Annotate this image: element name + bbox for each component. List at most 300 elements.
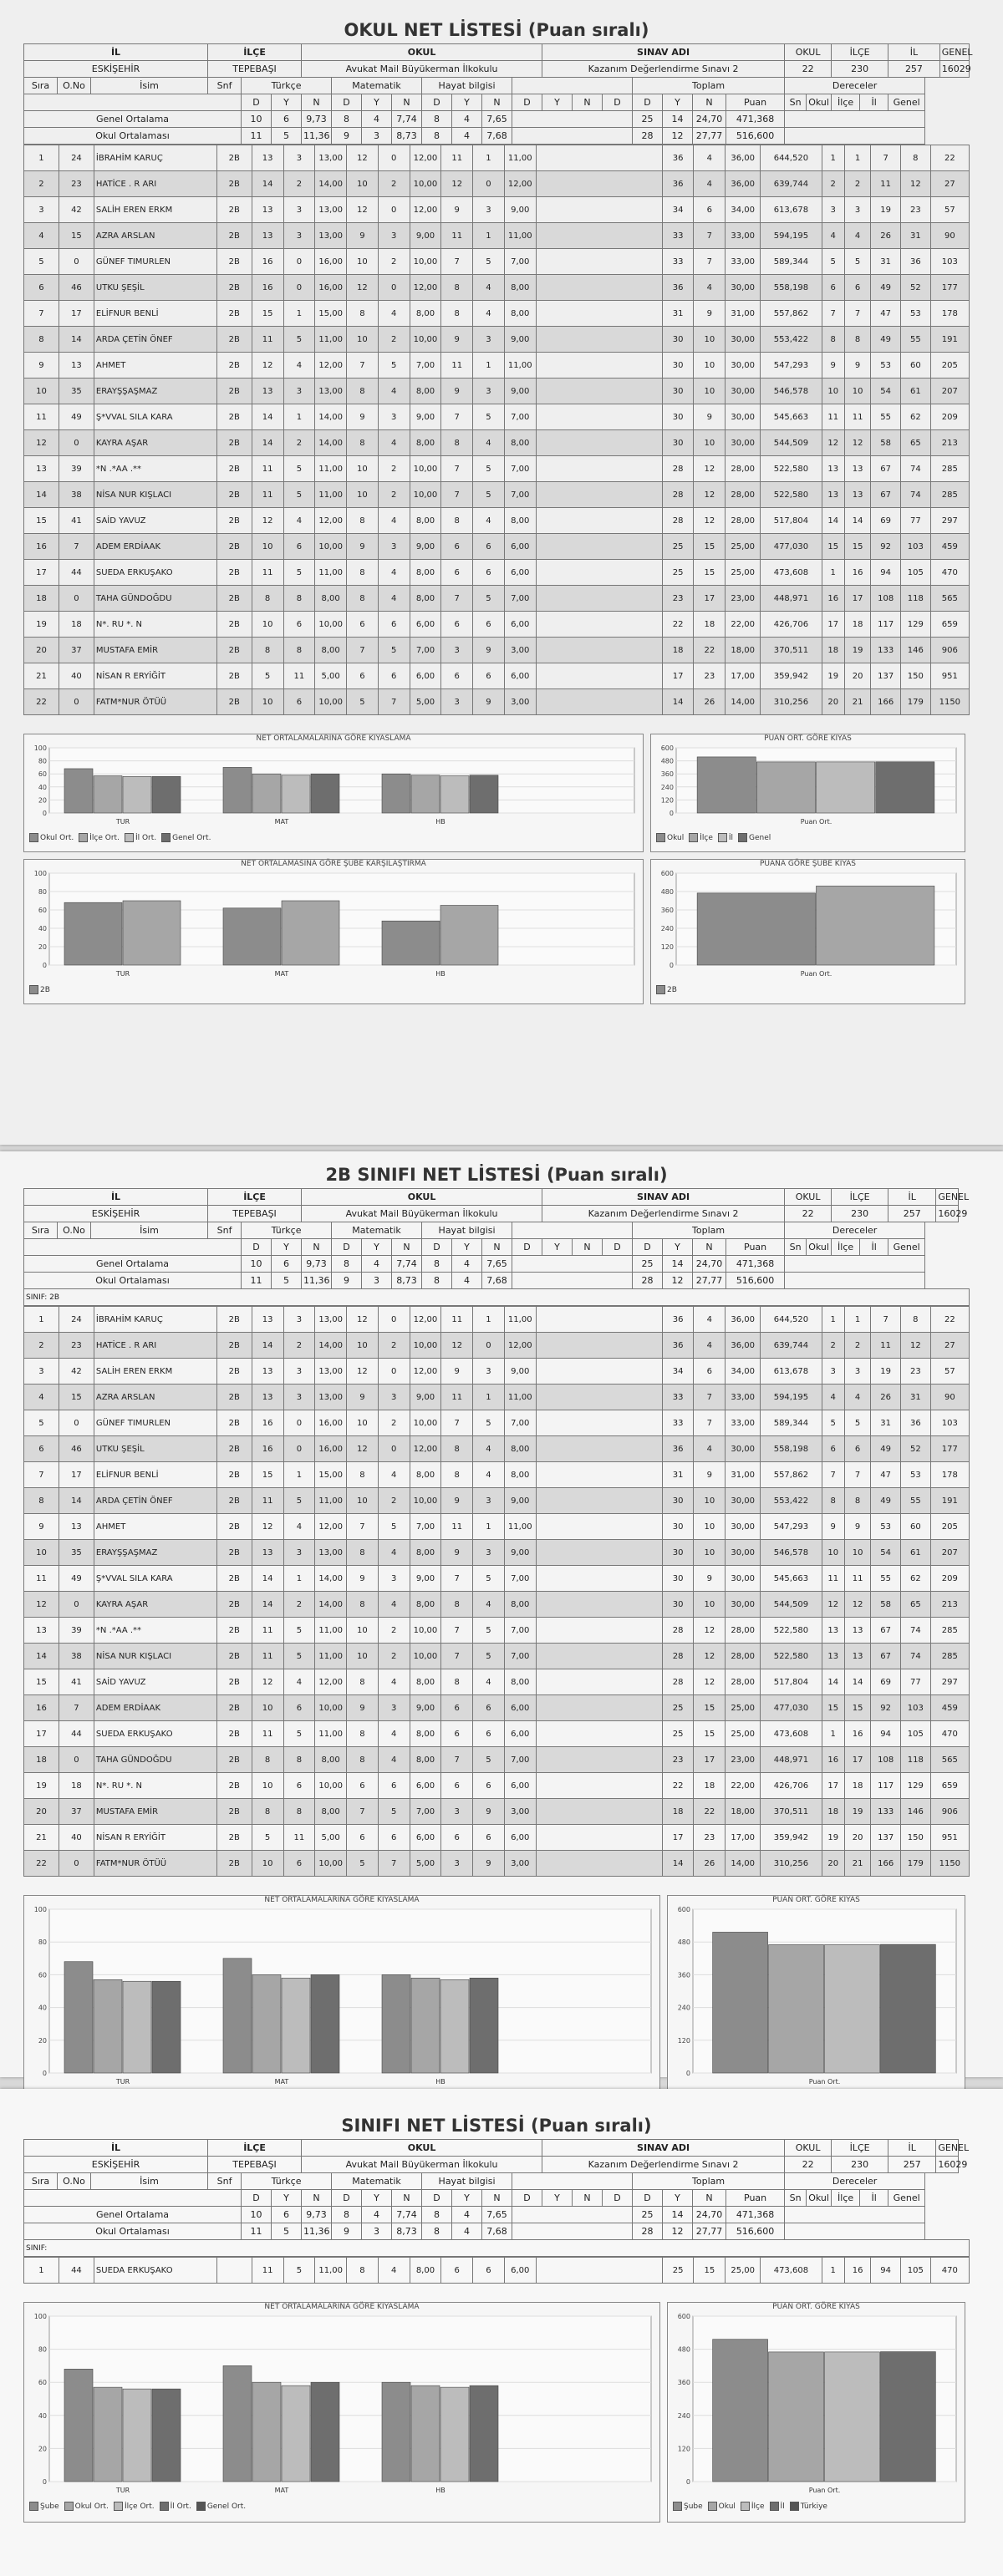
sinav-label: SINAV ADI bbox=[542, 2140, 785, 2157]
student-net: 7 bbox=[441, 404, 473, 430]
student-total: 23 bbox=[662, 586, 694, 612]
student-net: 11 bbox=[252, 2258, 283, 2284]
student-net: 9 bbox=[347, 534, 379, 560]
student-rank: 13 bbox=[844, 1618, 870, 1644]
student-rank: 92 bbox=[871, 534, 901, 560]
student-class: 2B bbox=[216, 1799, 252, 1825]
student-row[interactable] bbox=[24, 534, 970, 560]
student-net: 4 bbox=[473, 508, 505, 534]
student-row[interactable] bbox=[24, 1436, 970, 1462]
empty bbox=[536, 1462, 662, 1488]
average-value: 11 bbox=[242, 128, 272, 145]
kat-ilce-value: 230 bbox=[832, 1206, 888, 1222]
student-row[interactable] bbox=[24, 1618, 970, 1644]
student-net: 2 bbox=[283, 1592, 315, 1618]
legend-item bbox=[196, 2502, 246, 2511]
student-class: 2B bbox=[216, 171, 252, 197]
student-net: 7,00 bbox=[504, 1747, 536, 1773]
student-net: 10,00 bbox=[315, 612, 347, 638]
student-total: 639,744 bbox=[761, 171, 822, 197]
student-net: 7 bbox=[378, 689, 410, 715]
student-ono: 0 bbox=[59, 1851, 94, 1877]
empty bbox=[536, 327, 662, 353]
y-tick-label: 0 bbox=[685, 2478, 690, 2486]
student-ono: 35 bbox=[59, 379, 94, 404]
legend-item bbox=[770, 2502, 785, 2511]
student-rank: 1 bbox=[822, 1721, 844, 1747]
y-tick-label: 360 bbox=[660, 907, 674, 914]
student-row[interactable] bbox=[24, 586, 970, 612]
average-value: 25 bbox=[633, 2207, 663, 2223]
student-row[interactable] bbox=[24, 1462, 970, 1488]
student-net: 2 bbox=[378, 1333, 410, 1359]
student-net: 7 bbox=[441, 1644, 473, 1669]
student-rank: 205 bbox=[930, 1514, 969, 1540]
student-net: 4 bbox=[378, 1540, 410, 1566]
kat-okul-value: 22 bbox=[785, 1206, 832, 1222]
bar bbox=[825, 2352, 880, 2482]
student-net: 3 bbox=[441, 689, 473, 715]
student-row[interactable] bbox=[24, 353, 970, 379]
student-class: 2B bbox=[216, 1721, 252, 1747]
student-rank: 49 bbox=[871, 327, 901, 353]
net-chart-svg bbox=[24, 743, 643, 828]
student-row[interactable] bbox=[24, 404, 970, 430]
student-rank: 1 bbox=[822, 2258, 844, 2284]
student-total: 473,608 bbox=[761, 560, 822, 586]
student-total: 18 bbox=[662, 1799, 694, 1825]
student-net: 11,00 bbox=[504, 1514, 536, 1540]
student-net: 8 bbox=[347, 508, 379, 534]
bar bbox=[223, 908, 281, 965]
student-row[interactable] bbox=[24, 456, 970, 482]
student-row[interactable] bbox=[24, 327, 970, 353]
ilce-label: İLÇE bbox=[208, 44, 302, 61]
col-genel: Genel bbox=[888, 94, 925, 111]
bar bbox=[382, 921, 440, 965]
average-value: 4 bbox=[362, 1256, 392, 1273]
student-total: 10 bbox=[694, 1488, 726, 1514]
student-class: 2B bbox=[216, 1644, 252, 1669]
student-rank: 10 bbox=[822, 379, 844, 404]
student-row[interactable] bbox=[24, 1385, 970, 1410]
student-rank: 146 bbox=[901, 1799, 931, 1825]
bar bbox=[382, 774, 410, 813]
col-y: Y bbox=[452, 1239, 482, 1256]
student-net: 15 bbox=[252, 1462, 283, 1488]
student-rank: 58 bbox=[871, 430, 901, 456]
student-total: 36,00 bbox=[726, 171, 761, 197]
y-tick-label: 20 bbox=[38, 943, 47, 951]
student-total: 30 bbox=[662, 1566, 694, 1592]
student-net: 12,00 bbox=[504, 1333, 536, 1359]
student-total: 7 bbox=[694, 1385, 726, 1410]
student-total: 34 bbox=[662, 197, 694, 223]
student-net: 3 bbox=[473, 1359, 505, 1385]
col-dereceler: Dereceler bbox=[785, 78, 925, 94]
student-net: 7,00 bbox=[504, 249, 536, 275]
student-row[interactable] bbox=[24, 1851, 970, 1877]
student-name: AZRA ARSLAN bbox=[94, 223, 216, 249]
student-rank: 1150 bbox=[930, 689, 969, 715]
student-rank: 23 bbox=[901, 1359, 931, 1385]
student-row[interactable] bbox=[24, 1540, 970, 1566]
student-total: 553,422 bbox=[761, 1488, 822, 1514]
student-rank: 11 bbox=[822, 404, 844, 430]
student-rank: 19 bbox=[871, 197, 901, 223]
student-net: 10 bbox=[252, 1773, 283, 1799]
y-tick-label: 100 bbox=[33, 1906, 47, 1913]
average-value: 6 bbox=[272, 2207, 302, 2223]
student-net: 8 bbox=[347, 1592, 379, 1618]
student-row[interactable] bbox=[24, 1825, 970, 1851]
student-rank: 55 bbox=[871, 1566, 901, 1592]
student-row[interactable] bbox=[24, 638, 970, 663]
bar bbox=[817, 886, 934, 965]
student-class: 2B bbox=[216, 663, 252, 689]
x-tick-label: Puan Ort. bbox=[808, 2487, 841, 2494]
student-net: 6 bbox=[347, 1825, 379, 1851]
student-net: 9 bbox=[473, 638, 505, 663]
y-tick-label: 80 bbox=[38, 757, 47, 765]
student-row[interactable] bbox=[24, 1799, 970, 1825]
student-net: 6 bbox=[473, 534, 505, 560]
student-net: 16,00 bbox=[315, 249, 347, 275]
col-hayat: Hayat bilgisi bbox=[422, 2173, 512, 2190]
col-y: Y bbox=[542, 94, 573, 111]
y-tick-label: 240 bbox=[677, 2411, 690, 2420]
student-rank: 13 bbox=[844, 456, 870, 482]
y-tick-label: 80 bbox=[38, 1938, 47, 1947]
student-net: 6 bbox=[441, 1695, 473, 1721]
col-puan: Puan bbox=[726, 94, 785, 111]
legend-swatch bbox=[114, 2502, 123, 2511]
student-rank: 906 bbox=[930, 638, 969, 663]
y-tick-label: 120 bbox=[677, 2036, 690, 2045]
student-row[interactable] bbox=[24, 1773, 970, 1799]
okul-value: Avukat Mail Büyükerman İlkokulu bbox=[302, 1206, 542, 1222]
legend-item bbox=[29, 2502, 59, 2511]
student-total: 30,00 bbox=[726, 1436, 761, 1462]
student-total: 28 bbox=[662, 1644, 694, 1669]
student-net: 3 bbox=[283, 1359, 315, 1385]
student-sira: 9 bbox=[24, 353, 59, 379]
student-row[interactable] bbox=[24, 1359, 970, 1385]
empty bbox=[536, 1644, 662, 1669]
col-toplam: Toplam bbox=[633, 78, 785, 94]
sinif-label: SINIF: bbox=[24, 2240, 970, 2257]
student-net: 8 bbox=[252, 1747, 283, 1773]
student-name: SALİH EREN ERKM bbox=[94, 1359, 216, 1385]
student-total: 15 bbox=[694, 1721, 726, 1747]
student-row[interactable] bbox=[24, 249, 970, 275]
student-net: 15,00 bbox=[315, 301, 347, 327]
x-tick-label: TUR bbox=[115, 970, 130, 978]
col-blank bbox=[24, 94, 242, 111]
puan-chart-2 bbox=[667, 1895, 965, 2114]
bar bbox=[817, 762, 875, 813]
student-rank: 62 bbox=[901, 404, 931, 430]
average-value: 8 bbox=[332, 1256, 362, 1273]
student-rank: 191 bbox=[930, 1488, 969, 1514]
student-net: 8 bbox=[347, 1462, 379, 1488]
student-row[interactable] bbox=[24, 1695, 970, 1721]
student-rank: 6 bbox=[822, 275, 844, 301]
student-row[interactable] bbox=[24, 1644, 970, 1669]
student-sira: 4 bbox=[24, 1385, 59, 1410]
student-name: GÜNEF TIMURLEN bbox=[94, 249, 216, 275]
student-total: 310,256 bbox=[761, 689, 822, 715]
student-rank: 14 bbox=[844, 508, 870, 534]
puan-chart-3-title: PUAN ORT. GÖRE KIYAS bbox=[772, 2303, 860, 2311]
student-row[interactable] bbox=[24, 379, 970, 404]
student-net: 8,00 bbox=[504, 1592, 536, 1618]
student-rank: 31 bbox=[871, 249, 901, 275]
il-label: İL bbox=[24, 44, 208, 61]
bar bbox=[223, 2365, 252, 2482]
student-row[interactable] bbox=[24, 2258, 970, 2284]
bar bbox=[311, 774, 339, 813]
student-net: 6 bbox=[473, 612, 505, 638]
student-net: 14,00 bbox=[315, 1566, 347, 1592]
student-row[interactable] bbox=[24, 1410, 970, 1436]
student-net: 6,00 bbox=[410, 1773, 441, 1799]
student-name: SUEDA ERKUŞAKO bbox=[94, 1721, 216, 1747]
student-net: 14 bbox=[252, 1592, 283, 1618]
student-class: 2B bbox=[216, 482, 252, 508]
student-class: 2B bbox=[216, 1333, 252, 1359]
student-total: 17 bbox=[662, 663, 694, 689]
student-total: 558,198 bbox=[761, 275, 822, 301]
average-value: 9 bbox=[332, 1273, 362, 1289]
student-net: 11,00 bbox=[315, 1488, 347, 1514]
student-total: 544,509 bbox=[761, 1592, 822, 1618]
student-class: 2B bbox=[216, 327, 252, 353]
sube-puan-chart-title: PUANA GÖRE ŞUBE KIYAS bbox=[759, 860, 857, 868]
col-d: D bbox=[633, 2190, 663, 2207]
student-row[interactable] bbox=[24, 275, 970, 301]
student-net: 0 bbox=[283, 1410, 315, 1436]
student-net: 2 bbox=[378, 456, 410, 482]
col-n: N bbox=[482, 94, 512, 111]
student-net: 4 bbox=[378, 1462, 410, 1488]
student-row[interactable] bbox=[24, 197, 970, 223]
average-value: 5 bbox=[272, 1273, 302, 1289]
student-rank: 3 bbox=[844, 197, 870, 223]
student-total: 26 bbox=[694, 1851, 726, 1877]
student-class: 2B bbox=[216, 1462, 252, 1488]
student-name: N*. RU *. N bbox=[94, 1773, 216, 1799]
student-rank: 4 bbox=[844, 223, 870, 249]
col-d: D bbox=[242, 94, 272, 111]
student-row[interactable] bbox=[24, 1566, 970, 1592]
student-row[interactable] bbox=[24, 1488, 970, 1514]
legend-item bbox=[673, 2502, 703, 2511]
student-net: 6 bbox=[473, 1721, 505, 1747]
student-total: 31 bbox=[662, 1462, 694, 1488]
student-name: İBRAHİM KARUÇ bbox=[94, 1307, 216, 1333]
student-rank: 9 bbox=[822, 1514, 844, 1540]
student-total: 639,744 bbox=[761, 1333, 822, 1359]
student-rank: 36 bbox=[901, 249, 931, 275]
student-row[interactable] bbox=[24, 223, 970, 249]
student-rank: 19 bbox=[822, 1825, 844, 1851]
okul-label: OKUL bbox=[302, 1189, 542, 1206]
student-net: 10 bbox=[347, 1488, 379, 1514]
student-net: 13,00 bbox=[315, 1307, 347, 1333]
student-net: 8,00 bbox=[504, 508, 536, 534]
student-row[interactable] bbox=[24, 1669, 970, 1695]
student-total: 23 bbox=[694, 1825, 726, 1851]
student-total: 15 bbox=[694, 2258, 726, 2284]
student-row[interactable] bbox=[24, 1747, 970, 1773]
student-row[interactable] bbox=[24, 1721, 970, 1747]
student-net: 14 bbox=[252, 1566, 283, 1592]
legend-label: İl bbox=[780, 2502, 785, 2511]
student-net: 8,00 bbox=[315, 586, 347, 612]
student-rank: 53 bbox=[901, 1462, 931, 1488]
student-rank: 53 bbox=[871, 353, 901, 379]
student-row[interactable] bbox=[24, 689, 970, 715]
student-row[interactable] bbox=[24, 1307, 970, 1333]
student-row[interactable] bbox=[24, 508, 970, 534]
col-sira: Sıra bbox=[24, 1222, 58, 1239]
student-net: 14,00 bbox=[315, 1592, 347, 1618]
puan-chart-svg bbox=[651, 743, 965, 828]
student-net: 8,00 bbox=[410, 1721, 441, 1747]
empty bbox=[536, 1540, 662, 1566]
student-net: 10 bbox=[252, 534, 283, 560]
student-rank: 12 bbox=[844, 430, 870, 456]
student-total: 10 bbox=[694, 353, 726, 379]
student-total: 23,00 bbox=[726, 1747, 761, 1773]
student-total: 370,511 bbox=[761, 638, 822, 663]
student-total: 4 bbox=[694, 171, 726, 197]
student-net: 4 bbox=[473, 275, 505, 301]
student-rank: 10 bbox=[822, 1540, 844, 1566]
student-total: 34 bbox=[662, 1359, 694, 1385]
student-name: FATM*NUR ÖTÜÜ bbox=[94, 689, 216, 715]
student-net: 14 bbox=[252, 171, 283, 197]
student-rank: 297 bbox=[930, 1669, 969, 1695]
student-name: Ş*VVAL SILA KARA bbox=[94, 1566, 216, 1592]
student-net: 0 bbox=[283, 249, 315, 275]
student-row[interactable] bbox=[24, 560, 970, 586]
student-row[interactable] bbox=[24, 1333, 970, 1359]
student-sira: 7 bbox=[24, 1462, 59, 1488]
student-net: 9 bbox=[441, 327, 473, 353]
bar bbox=[223, 1959, 252, 2073]
legend-item bbox=[114, 2502, 155, 2511]
student-row[interactable] bbox=[24, 430, 970, 456]
student-net: 8,00 bbox=[504, 275, 536, 301]
student-rank: 14 bbox=[822, 1669, 844, 1695]
student-net: 6 bbox=[473, 1825, 505, 1851]
empty bbox=[536, 1618, 662, 1644]
student-class: 2B bbox=[216, 353, 252, 379]
student-sira: 16 bbox=[24, 1695, 59, 1721]
kat-ilce-label: İLÇE bbox=[832, 44, 888, 61]
empty bbox=[536, 430, 662, 456]
average-value: 8,73 bbox=[392, 128, 422, 145]
student-net: 8,00 bbox=[410, 1669, 441, 1695]
student-class: 2B bbox=[216, 1695, 252, 1721]
student-row[interactable] bbox=[24, 301, 970, 327]
student-rank: 52 bbox=[901, 1436, 931, 1462]
student-net: 0 bbox=[378, 1436, 410, 1462]
student-total: 28 bbox=[662, 1618, 694, 1644]
student-net: 4 bbox=[473, 301, 505, 327]
student-row[interactable] bbox=[24, 145, 970, 171]
student-net: 0 bbox=[473, 1333, 505, 1359]
student-row[interactable] bbox=[24, 612, 970, 638]
charts-row-3 bbox=[23, 1895, 970, 2114]
student-net: 8,00 bbox=[410, 301, 441, 327]
student-ono: 46 bbox=[59, 1436, 94, 1462]
student-net: 6 bbox=[473, 2258, 505, 2284]
student-total: 448,971 bbox=[761, 1747, 822, 1773]
student-total: 14 bbox=[662, 1851, 694, 1877]
student-net: 6,00 bbox=[504, 2258, 536, 2284]
student-total: 17 bbox=[694, 1747, 726, 1773]
col-d: D bbox=[512, 94, 542, 111]
student-net: 11,00 bbox=[315, 1618, 347, 1644]
student-row[interactable] bbox=[24, 1514, 970, 1540]
col-turkce: Türkçe bbox=[242, 1222, 332, 1239]
student-net: 7,00 bbox=[504, 456, 536, 482]
student-net: 9 bbox=[347, 1695, 379, 1721]
student-total: 25 bbox=[662, 1695, 694, 1721]
student-row[interactable] bbox=[24, 1592, 970, 1618]
student-net: 10,00 bbox=[410, 1618, 441, 1644]
student-name: GÜNEF TIMURLEN bbox=[94, 1410, 216, 1436]
legend-label: Okul Ort. bbox=[40, 834, 74, 842]
student-net: 12,00 bbox=[315, 1669, 347, 1695]
student-rank: 31 bbox=[901, 1385, 931, 1410]
student-class: 2B bbox=[216, 508, 252, 534]
student-name: SUEDA ERKUŞAKO bbox=[94, 560, 216, 586]
empty bbox=[536, 1333, 662, 1359]
student-row[interactable] bbox=[24, 482, 970, 508]
average-value: 516,600 bbox=[726, 1273, 785, 1289]
student-total: 547,293 bbox=[761, 353, 822, 379]
student-rank: 3 bbox=[822, 197, 844, 223]
student-net: 5 bbox=[473, 1644, 505, 1669]
empty bbox=[785, 111, 925, 128]
student-net: 11,00 bbox=[315, 1644, 347, 1669]
student-table-1 bbox=[23, 145, 970, 715]
student-total: 25,00 bbox=[726, 1721, 761, 1747]
puan-chart-title: PUAN ORT. GÖRE KIYAS bbox=[764, 734, 852, 743]
student-total: 18,00 bbox=[726, 1799, 761, 1825]
student-class: 2B bbox=[216, 1514, 252, 1540]
student-row[interactable] bbox=[24, 171, 970, 197]
bar bbox=[880, 2352, 935, 2482]
empty bbox=[536, 171, 662, 197]
student-row[interactable] bbox=[24, 663, 970, 689]
student-sira: 2 bbox=[24, 171, 59, 197]
bar bbox=[440, 2387, 469, 2482]
student-net: 16,00 bbox=[315, 1410, 347, 1436]
student-rank: 15 bbox=[844, 534, 870, 560]
student-rank: 55 bbox=[901, 1488, 931, 1514]
average-value: 516,600 bbox=[726, 128, 785, 145]
student-name: ERAYŞŞAŞMAZ bbox=[94, 1540, 216, 1566]
student-net: 10,00 bbox=[410, 249, 441, 275]
legend-item bbox=[125, 833, 156, 842]
student-rank: 5 bbox=[844, 249, 870, 275]
col-y: Y bbox=[663, 94, 693, 111]
